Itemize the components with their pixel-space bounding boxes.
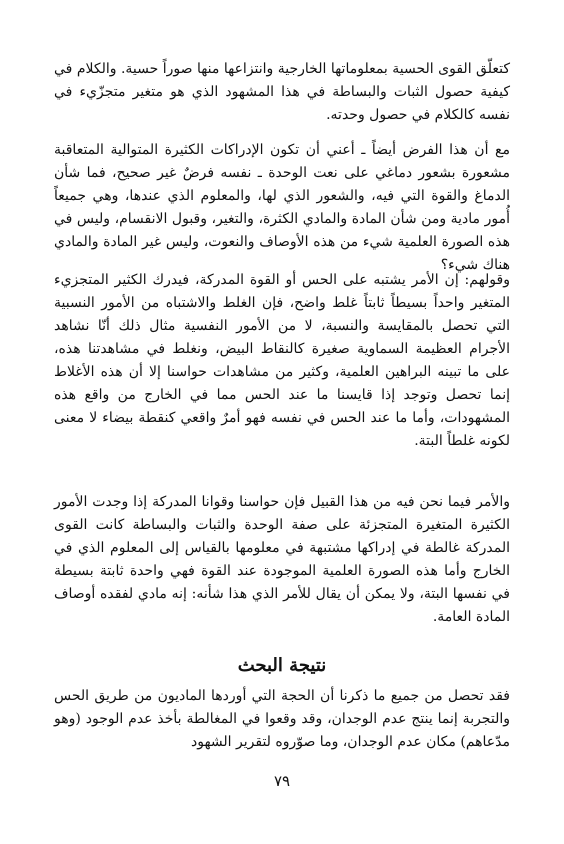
paragraph-5: فقد تحصل من جميع ما ذكرنا أن الحجة التي أوردها الماديون من طريق الحس والتجربة إنما ينتج عدم الوجدان، وقد وقعوا في المغالطة بأخذ عدم الوجود (وهو مدّعاهم) مكان عدم الوجدان، وما صوّروه لتقرير الشهود [54,688,510,750]
page-number: ٧٩ [273,772,291,790]
paragraph-4: والأمر فيما نحن فيه من هذا القبيل فإن حواسنا وقوانا المدركة إذا وجدت الأمور الكثيرة المتغيرة المتجزئة على صفة الوحدة والثبات والبساطة كانت القوى المدركة غالطة في إدراكها مشتبهة في معلومها بالقياس إلى المعلوم الذي في الخارج وأما هذه الصورة العلمية الموجودة عند القوة فهي واحدة ثابتة بسيطة في نفسها البتة، ولا يمكن أن يقال للأمر الذي هذا شأنه: إنه مادي لفقده أوصاف المادة العامة. [54,494,510,625]
paragraph-1: كتعلّق القوى الحسية بمعلوماتها الخارجية وانتزاعها منها صوراً حسية. والكلام في كيفية حصول الثبات والبساطة في هذا المشهود الذي هو متغير متجزّيء في نفسه كالكلام في حصول وحدته. [54,61,510,123]
section-heading: نتيجة البحث [237,655,327,676]
paragraph-2: مع أن هذا الفرض أيضاً ـ أعني أن تكون الإدراكات الكثيرة المتوالية المتعاقبة مشعورة بشعور دماغي على نعت الوحدة ـ نفسه فرضٌ غير صحيح، فما شأن الدماغ والقوة التي فيه، والشعور الذي لها، والمعلوم الذي عندها، وهي جميعاً أُمور مادية ومن شأن المادة والمادي الكثرة، والتغير، وقبول الانقسام، وليس في هذه الصورة العلمية شيء من هذه الأوصاف والنعوت، وليس غير المادة والمادي هناك شيء؟ [54,142,510,273]
paragraph-3: وقولهم: إن الأمر يشتبه على الحس أو القوة المدركة، فيدرك الكثير المتجزيء المتغير واحداً بسيطاً ثابتاً غلط واضح، فإن الغلط والاشتباه من الأمور النسبية التي تحصل بالمقايسة والنسبة، لا من الأمور النفسية مثال ذلك أنّا نشاهد الأجرام العظيمة السماوية صغيرة كالنقاط البيض، ونغلط في مشاهدتنا هذه، على ما تبينه البراهين العلمية، وكثير من مشاهدات حواسنا إلا أن هذه الأغلاط إنما تحصل وتوجد إذا قايسنا ما عند الحس مما في الخارج من واقع هذه المشهودات، وأما ما عند الحس في نفسه فهو أمرٌ واقعي كنقطة بيضاء لا معنى لكونه غلطاً البتة. [54,272,510,449]
